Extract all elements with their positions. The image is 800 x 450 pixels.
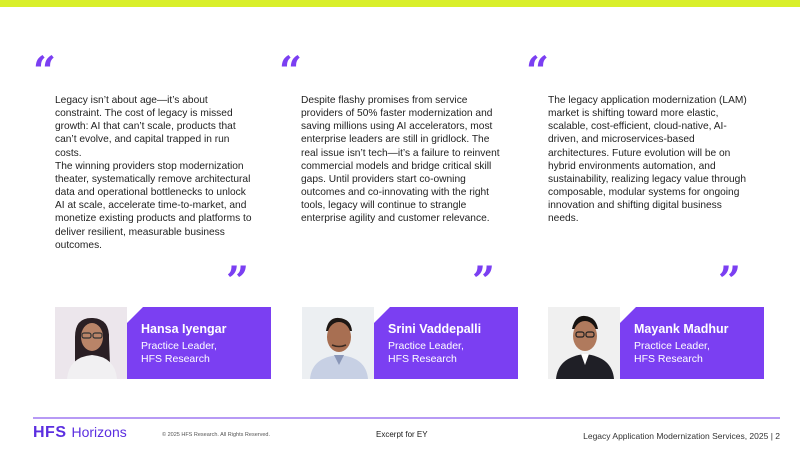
- open-quote-icon: “: [33, 48, 57, 95]
- author-photo: [55, 307, 127, 379]
- author-role: Practice Leader,: [141, 340, 217, 352]
- card-fold: [620, 307, 636, 323]
- copyright-text: © 2025 HFS Research. All Rights Reserved.: [162, 432, 270, 438]
- person-silhouette-icon: [548, 307, 620, 379]
- close-quote-icon: ”: [226, 258, 250, 305]
- close-quote-icon: ”: [718, 258, 742, 305]
- excerpt-label: Excerpt for EY: [376, 430, 428, 439]
- author-name: Srini Vaddepalli: [388, 322, 482, 336]
- person-silhouette-icon: [55, 307, 127, 379]
- author-role: Practice Leader,: [634, 340, 710, 352]
- close-quote-icon: ”: [472, 258, 496, 305]
- author-org: HFS Research: [634, 353, 703, 365]
- open-quote-icon: “: [279, 48, 303, 95]
- author-card-hansa: [55, 307, 271, 379]
- quote-text: The legacy application modernization (LAM) market is shifting toward more elastic, scalable, cost-efficient, cloud-native, AI-driven, and microservices-based architectures. Future evolution will be on hybrid environments automation, and sustainability, realizing legacy value through composable, modular systems for ongoing innovation and shifting digital business needs.: [548, 95, 747, 225]
- author-photo: [302, 307, 374, 379]
- page-label: Legacy Application Modernization Services, 2025 | 2: [583, 431, 780, 441]
- author-card-srini: [302, 307, 518, 379]
- hfs-horizons-logo: [33, 424, 127, 442]
- quote-text: Despite flashy promises from service providers of 50% faster modernization and saving millions using AI accelerators, most enterprise leaders are still in gridlock. The real issue isn’t tech—it’s a failure to reinvent commercial models and bridge critical skill gaps. Until providers start co-owning outcomes and co-innovating with the right tools, legacy will continue to strangle enterprise agility and customer relevance.: [301, 95, 500, 225]
- author-org: HFS Research: [388, 353, 457, 365]
- footer-divider: [33, 417, 780, 419]
- card-fold: [374, 307, 390, 323]
- logo-horizons: Horizons: [71, 424, 127, 440]
- author-photo: [548, 307, 620, 379]
- card-fold: [127, 307, 143, 323]
- author-org: HFS Research: [141, 353, 210, 365]
- quote-text: Legacy isn’t about age—it’s about constraint. The cost of legacy is missed growth: AI that can’t scale, products that can’t evolve, and capital trapped in run costs. The winning providers stop modernization theater, systematically remove architectural data and operational bottlenecks to unlock AI at scale, accelerate time-to-market, and monetize existing products and platforms to deliver resilient, measurable business outcomes.: [55, 95, 252, 251]
- author-role: Practice Leader,: [388, 340, 464, 352]
- top-accent-bar: [0, 0, 800, 7]
- person-silhouette-icon: [302, 307, 374, 379]
- author-name: Mayank Madhur: [634, 322, 729, 336]
- open-quote-icon: “: [526, 48, 550, 95]
- author-card-mayank: [548, 307, 764, 379]
- author-name: Hansa Iyengar: [141, 322, 227, 336]
- logo-hfs: HFS: [33, 424, 67, 441]
